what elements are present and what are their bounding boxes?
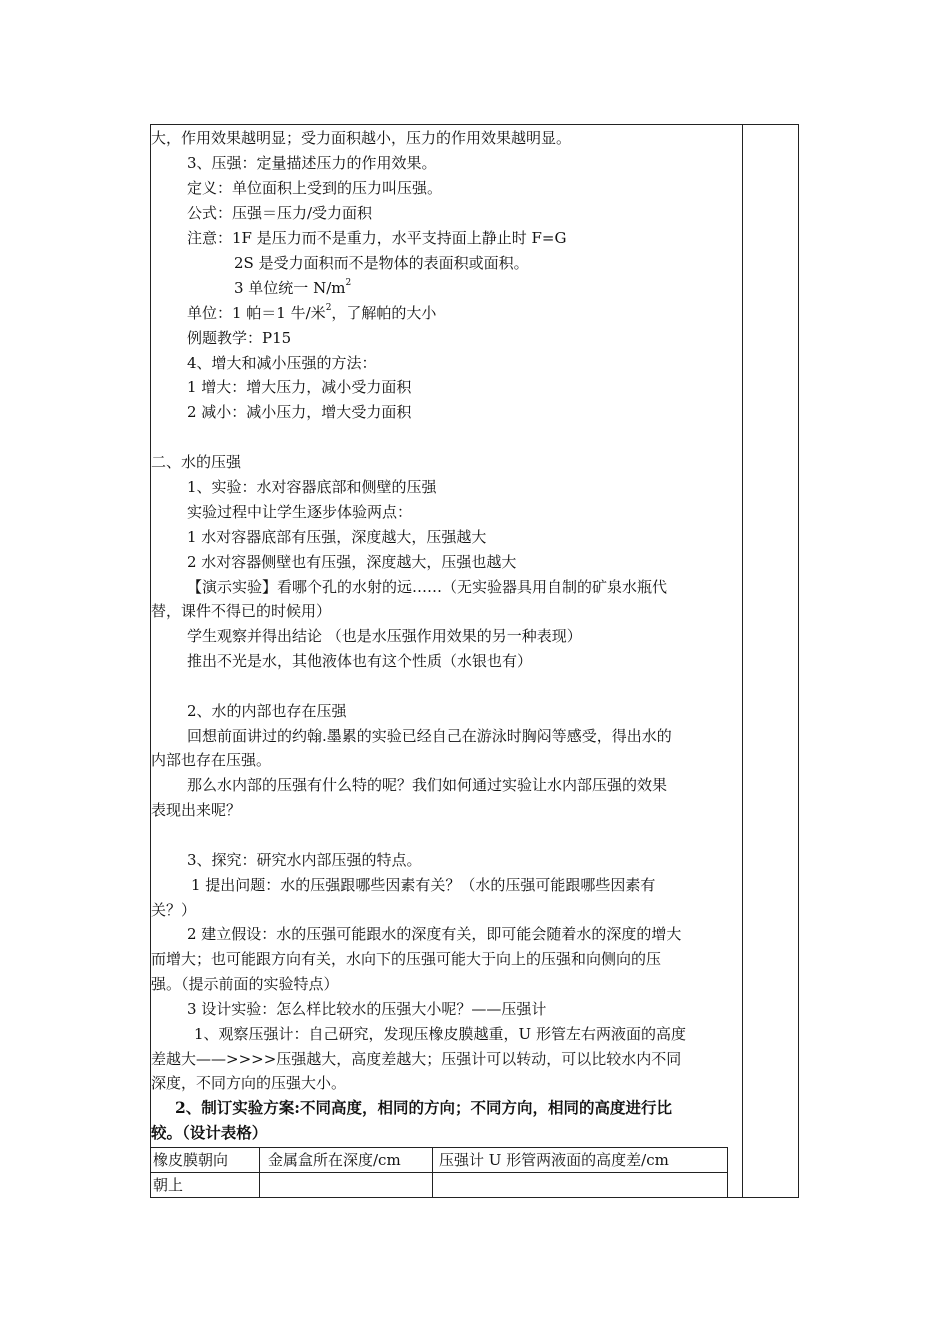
text-line: 那么水内部的压强有什么特的呢？我们如何通过实验让水内部压强的效果 — [187, 776, 668, 794]
text-line: 大，作用效果越明显；受力面积越小，压力的作用效果越明显。 — [151, 129, 572, 147]
text-line: 2、水的内部也存在压强 — [187, 702, 347, 720]
superscript: 2 — [345, 278, 352, 288]
text-line: 例题教学：P15 — [187, 329, 292, 347]
text-line-bold: 较。（设计表格） — [151, 1123, 268, 1142]
text-line: 【演示实验】看哪个孔的水射的远……（无实验器具用自制的矿泉水瓶代 — [187, 578, 668, 596]
text-line: 推出不光是水，其他液体也有这个性质（水银也有） — [187, 652, 533, 670]
unit-tail: ，了解帕的大小 — [331, 304, 437, 322]
text-line: 内部也存在压强。 — [151, 751, 272, 769]
text-line: 定义：单位面积上受到的压力叫压强。 — [187, 179, 443, 197]
text-line: 关？） — [151, 901, 197, 919]
text-line: 1、实验：水对容器底部和侧壁的压强 — [187, 478, 437, 496]
text-line: 3、压强：定量描述压力的作用效果。 — [187, 154, 437, 172]
text-line: 差越大——>>>>压强越大，高度差越大；压强计可以转动，可以比较水内不同 — [151, 1050, 682, 1068]
text-line: 强。（提示前面的实验特点） — [151, 975, 339, 993]
table-cell: 朝上 — [153, 1176, 184, 1194]
text-line: 3、探究：研究水内部压强的特点。 — [187, 851, 422, 869]
text-line: 3 设计实验：怎么样比较水的压强大小呢？——压强计 — [187, 1000, 547, 1018]
text-line — [187, 304, 775, 322]
text-line: 表现出来呢？ — [151, 801, 242, 819]
table-header-cell: 橡皮膜朝向 — [153, 1151, 229, 1169]
table-header-row — [151, 1148, 728, 1173]
text-line-bold: 2、制订实验方案:不同高度，相同的方向；不同方向，相同的高度进行比 — [175, 1098, 673, 1117]
text-line: 公式：压强＝压力/受力面积 — [187, 204, 373, 222]
experiment-table — [151, 1147, 728, 1197]
text-line: 学生观察并得出结论 （也是水压强作用效果的另一种表现） — [187, 627, 582, 645]
text-line: 实验过程中让学生逐步体验两点： — [187, 503, 413, 521]
text-line: 1 增大：增大压力，减小受力面积 — [187, 378, 412, 396]
text-line: 1、观察压强计：自己研究，发现压橡皮膜越重，U 形管左右两液面的高度 — [194, 1025, 686, 1043]
text-line: 替，课件不得已的时候用） — [151, 602, 332, 620]
lesson-table — [150, 124, 799, 1198]
text-line: 2 建立假设：水的压强可能跟水的深度有关，即可能会随着水的深度的增大 — [187, 925, 682, 943]
table-header-cell: 压强计 U 形管两液面的高度差/cm — [432, 1148, 728, 1172]
superscript: 2 — [325, 303, 332, 313]
table-header-cell: 金属盒所在深度/cm — [259, 1148, 432, 1172]
text-line: 2 水对容器侧壁也有压强，深度越大，压强也越大 — [187, 553, 517, 571]
text-line — [234, 279, 822, 297]
text-line: 4、增大和减小压强的方法： — [187, 354, 377, 372]
text-line: 1 水对容器底部有压强，深度越大，压强越大 — [187, 528, 487, 546]
table-cell — [259, 1173, 432, 1197]
unit-text: 3 单位统一 N/m — [234, 279, 346, 297]
table-row — [151, 1173, 728, 1198]
text-line: 回想前面讲过的约翰.墨累的实验已经自己在游泳时胸闷等感受，得出水的 — [187, 727, 672, 745]
text-line: 2 减小：减小压力，增大受力面积 — [187, 403, 412, 421]
text-line: 注意：1F 是压力而不是重力，水平支持面上静止时 F=G — [187, 229, 567, 247]
text-line: 而增大；也可能跟方向有关，水向下的压强可能大于向上的压强和向侧向的压 — [151, 950, 662, 968]
text-line: 深度，不同方向的压强大小。 — [151, 1074, 347, 1092]
unit-text: 单位：1 帕＝1 牛/米 — [187, 304, 326, 322]
section-heading: 二、水的压强 — [151, 453, 242, 471]
text-line: 2S 是受力面积而不是物体的表面积或面积。 — [234, 254, 529, 272]
text-line: 1 提出问题：水的压强跟哪些因素有关？（水的压强可能跟哪些因素有 — [191, 876, 656, 894]
table-cell — [432, 1173, 728, 1197]
